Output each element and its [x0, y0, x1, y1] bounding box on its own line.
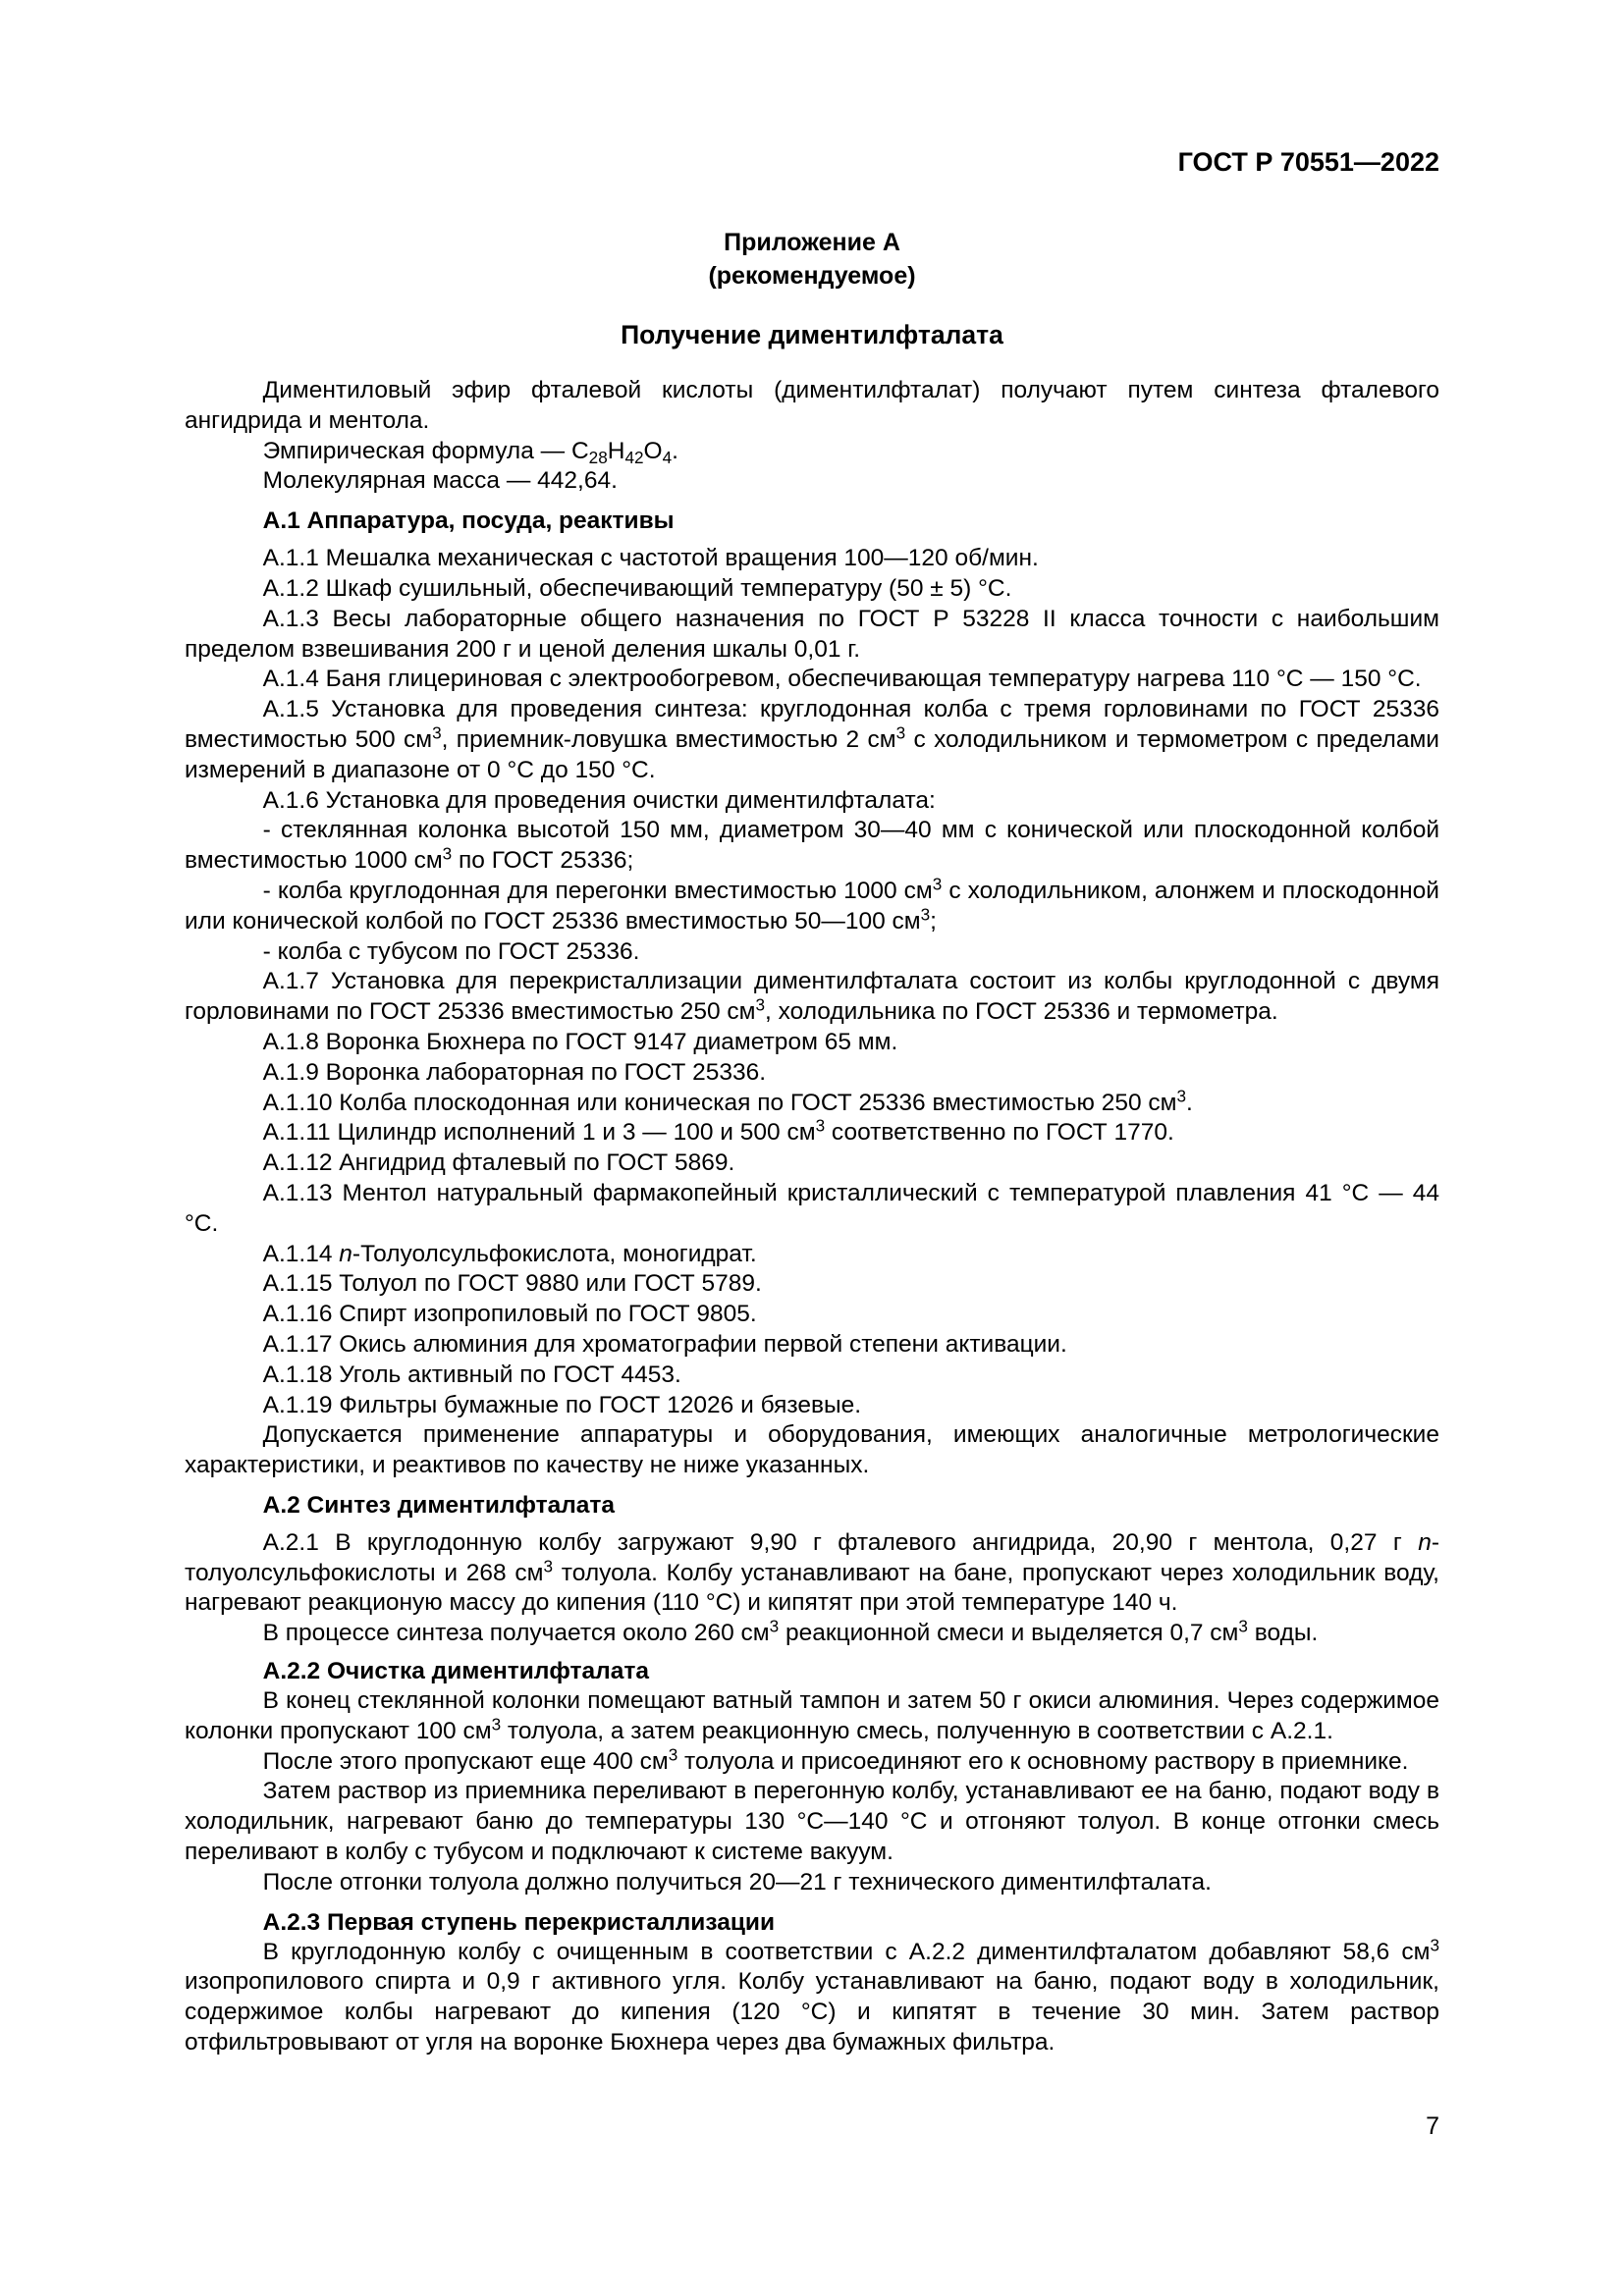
list-item: А.1.7 Установка для перекристаллизации диментилфталата состоит из колбы круглодонной с двумя горловинами по ГОСТ 25336 вместимостью 250 $см^3$, холодильника по ГОСТ 25336 и термометра. [185, 968, 1439, 1026]
molar-mass-line: Молекулярная масса — 442,64. [262, 467, 618, 495]
list-item: А.1.13 Ментол натуральный фармакопейный кристаллический с температурой плавления 41 °С — 44 °С. [185, 1179, 1439, 1237]
dash-item: - стеклянная колонка высотой 150 мм, диаметром 30—40 мм с конической или плоскодонной колбой вместимостью 1000 $см^3$ по ГОСТ 25336; [185, 817, 1439, 875]
list-item: А.1.3 Весы лабораторные общего назначения по ГОСТ Р 53228 II класса точности с наибольшим пределом взвешивания 200 г и ценой деления шкалы 0,01 г. [185, 605, 1439, 663]
list-item: А.1.14 n-Толуолсульфокислота, моногидрат. [262, 1240, 757, 1267]
paragraph: После отгонки толуола должно получиться 20—21 г технического диментилфталата. [262, 1868, 1212, 1896]
page-number: 7 [1426, 2112, 1439, 2140]
appendix-label: Приложение А [724, 229, 900, 256]
paragraph: В конец стеклянной колонки помещают ватный тампон и затем 50 г окиси алюминия. Через содержимое колонки пропускают 100 $см^3$ толуола, а затем реакционную смесь, полученную в соответствии с А.2.1. [185, 1687, 1439, 1744]
note-paragraph: Допускается применение аппаратуры и оборудования, имеющих аналогичные метрологические характеристики, и реактивов по качеству не ниже указанных. [185, 1421, 1439, 1479]
document-code: ГОСТ Р 70551—2022 [1177, 147, 1439, 177]
list-item: А.1.18 Уголь активный по ГОСТ 4453. [262, 1361, 681, 1388]
paragraph: В круглодонную колбу с очищенным в соответствии с А.2.2 диментилфталатом добавляют 58,6 $см^3$ изопропилового спирта и 0,9 г активного угля. Колбу устанавливают на баню, подают воду в холодильник, содержимое колбы нагревают до кипения (120 °С) и кипятят в течение 30 мин. Затем раствор отфильтровывают от угля на воронке Бюхнера через два бумажных фильтра. [185, 1935, 1439, 2056]
section-heading-a2: А.2 Синтез диментилфталата [262, 1491, 616, 1519]
paragraph: А.2.1 В круглодонную колбу загружают 9,90 г фталевого ангидрида, 20,90 г ментола, 0,27 г n-толуолсульфокислоты и 268 $см^3$ толуола. Колбу устанавливают на бане, пропускают через холодильник воду, нагревают реакционую массу до кипения (110 °С) и кипятят при этой температуре 140 ч. [185, 1528, 1439, 1617]
appendix-title: Получение диментилфталата [621, 320, 1003, 349]
list-item: А.1.19 Фильтры бумажные по ГОСТ 12026 и бязевые. [262, 1391, 862, 1418]
list-item: А.1.9 Воронка лабораторная по ГОСТ 25336. [262, 1058, 767, 1086]
list-item: А.1.1 Мешалка механическая с частотой вращения 100—120 об/мин. [262, 545, 1039, 572]
list-item: А.1.17 Окись алюминия для хроматографии первой степени активации. [262, 1330, 1067, 1358]
list-item: А.1.16 Спирт изопропиловый по ГОСТ 9805. [262, 1301, 757, 1328]
dash-item: - колба круглодонная для перегонки вместимостью 1000 $см^3$ с холодильником, алонжем и плоскодонной или конической колбой по ГОСТ 25336 вместимостью 50—100 $см^3$; [185, 874, 1439, 934]
list-item: А.1.4 Баня глицериновая с электрообогревом, обеспечивающая температуру нагрева 110 °С — 150 °С. [262, 666, 1422, 693]
list-item: А.1.11 Цилиндр исполнений 1 и 3 — 100 и 500 $см^3$ соответственно по ГОСТ 1770. [262, 1115, 1174, 1147]
section-heading-a22: А.2.2 Очистка диментилфталата [262, 1658, 649, 1685]
appendix-status: (рекомендуемое) [708, 262, 916, 290]
list-item: А.1.8 Воронка Бюхнера по ГОСТ 9147 диаметром 65 мм. [262, 1028, 898, 1055]
list-item: А.1.10 Колба плоскодонная или коническая по ГОСТ 25336 вместимостью 250 $см^3$. [262, 1085, 1193, 1116]
page-content [185, 226, 1439, 2058]
dash-item: - колба с тубусом по ГОСТ 25336. [262, 937, 640, 965]
intro-paragraph: Диментиловый эфир фталевой кислоты (диментилфталат) получают путем синтеза фталевого ангидрида и ментола. [185, 377, 1439, 434]
section-heading-a23: А.2.3 Первая ступень перекристаллизации [262, 1908, 776, 1936]
paragraph: В процессе синтеза получается около 260 $см^3$ реакционной смеси и выделяется 0,7 $см^3$ воды. [262, 1616, 1319, 1647]
paragraph: Затем раствор из приемника переливают в перегонную колбу, устанавливают ее на баню, подают воду в холодильник, нагревают баню до температуры 130 °С—140 °С и отгоняют толуол. В конце отгонки смесь переливают в колбу с тубусом и подключают к системе вакуум. [185, 1778, 1439, 1866]
paragraph: После этого пропускают еще 400 $см^3$ толуола и присоединяют его к основному раствору в приемнике. [262, 1744, 1409, 1775]
list-item: А.1.15 Толуол по ГОСТ 9880 или ГОСТ 5789. [262, 1270, 762, 1298]
list-item: А.1.12 Ангидрид фталевый по ГОСТ 5869. [262, 1149, 735, 1177]
formula-line: Эмпирическая формула — $C_{28}H_{42}O_4$. [262, 437, 678, 467]
list-item: А.1.5 Установка для проведения синтеза: круглодонная колба с тремя горловинами по ГОСТ 25336 вместимостью 500 $см^3$, приемник-ловушка вместимостью 2 $см^3$ с холодильником и термометром с пределами измерений в диапазоне от 0 °С до 150 °С. [185, 696, 1439, 783]
list-item: А.1.6 Установка для проведения очистки диментилфталата: [262, 786, 936, 814]
list-item: А.1.2 Шкаф сушильный, обеспечивающий температуру (50 ± 5) °С. [262, 574, 1012, 602]
section-heading-a1: А.1 Аппаратура, посуда, реактивы [262, 507, 675, 535]
